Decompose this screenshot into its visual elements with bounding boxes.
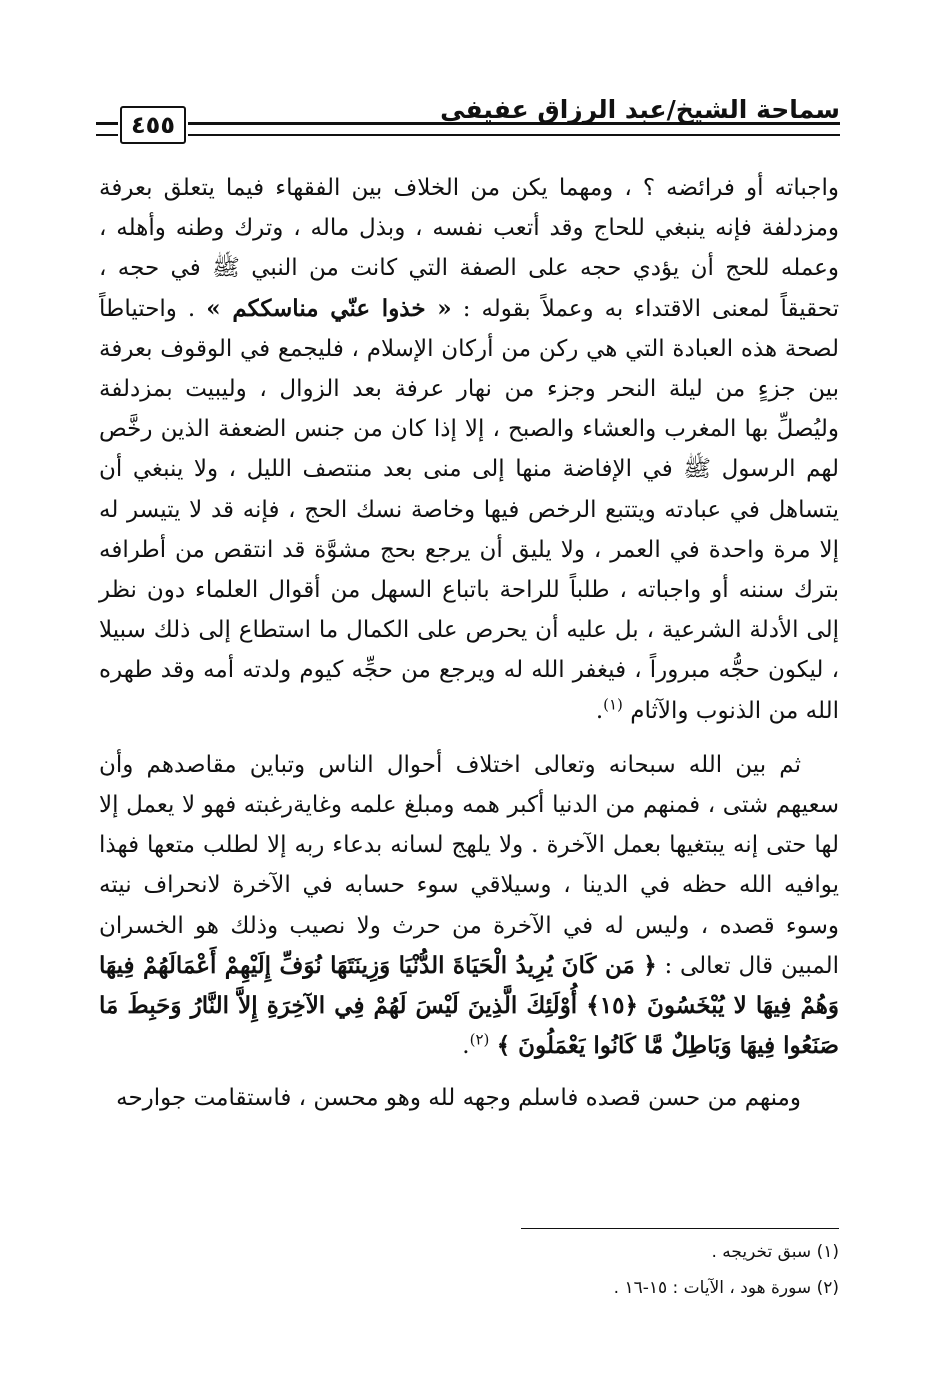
footnote-ref-1[interactable]: (١)	[603, 694, 623, 713]
quran-verse: ﴿ مَن كَانَ يُرِيدُ الْحَيَاةَ الدُّنْيَا وَزِينَتَهَا نُوَفِّ إِلَيْهِمْ أَعْمَالَهُمْ فِيهَا وَهُمْ فِيهَا لا يُبْخَسُونَ ﴿١٥﴾ أُوْلَئِكَ الَّذِينَ لَيْسَ لَهُمْ فِي الآخِرَةِ إِلاَّ النَّارُ وَحَبِطَ مَا صَنَعُوا فِيهَا وَبَاطِلٌ مَّا كَانُوا يَعْمَلُونَ ﴾	[99, 951, 839, 1060]
paragraph-1-end: .	[595, 697, 604, 724]
paragraph-1-text-b: . واحتياطاً لصحة هذه العبادة التي هي ركن من أركان الإسلام ، فليجمع في الوقوف بعرفة بين جزءٍ من ليلة النحر وجزء من نهار عرفة بعد الزوال ، وليبيت بمزدلفة وليُصلِّ بها المغرب والعشاء والصبح ، إلا إذا كان من جنس الضعفة الذين رخَّص لهم الرسول ﷺ في الإفاضة منها إلى منى بعد منتصف الليل ، ولا ينبغي أن يتساهل في عبادته ويتتبع الرخص فيها وخاصة نسك الحج ، فإنه قد لا يتيسر له إلا مرة واحدة في العمر ، ولا يليق أن يرجع بحج مشوَّة قد انتقص من أطرافه بترك سننه أو واجباته ، طلباً للراحة باتباع السهل من أقوال العلماء دون نظر إلى الأدلة الشرعية ، بل عليه أن يحرص على الكمال ما استطاع إلى ذلك سبيلا ، ليكون حجُّه مبروراً ، فيغفر الله له ويرجع من حجِّه كيوم ولدته أمه وقد طهره الله من الذنوب والآثام	[99, 295, 839, 724]
paragraph-2	[99, 745, 839, 1067]
header-rule	[188, 122, 840, 136]
paragraph-2-text: ثم بين الله سبحانه وتعالى اختلاف أحوال الناس وتباين مقاصدهم وأن سعيهم شتى ، فمنهم من الدنيا أكبر همه ومبلغ علمه وغايةرغبته فهو لا يعمل إلا لها حتى إنه يبتغيها بعمل الآخرة . ولا يلهج لسانه بدعاء ربه إلا لطلب متعها فهذا يوافيه الله حظه في الدينا ، وسيلاقي سوء حسابه في الآخرة لانحراف نيته وسوء قصده ، وليس له في الآخرة من حرث ولا نصيب وذلك هو الخسران المبين قال تعالى :	[99, 751, 839, 979]
footnote-separator	[521, 1228, 839, 1229]
header-rule-left	[96, 122, 118, 136]
paragraph-1-text-a: واجباته أو فرائضه ؟ ، ومهما يكن من الخلاف بين الفقهاء فيما يتعلق بعرفة ومزدلفة فإنه ينبغي للحاج وقد أتعب نفسه ، وبذل ماله ، وترك وطنه وأهله ، وعمله للحج أن يؤدي حجه على الصفة التي كانت من النبي ﷺ في حجه ، تحقيقاً لمعنى الاقتداء به وعملاً بقوله :	[99, 175, 840, 322]
paragraph-3: ومنهم من حسن قصده فاسلم وجهه لله وهو محسن ، فاستقامت جوارحه	[116, 1085, 801, 1112]
footnotes	[99, 1236, 839, 1308]
running-header	[96, 92, 840, 142]
paragraph-2-end: .	[462, 1033, 470, 1060]
body-text	[99, 168, 839, 1119]
footnote-1: (١) سبق تخريجه .	[711, 1242, 839, 1262]
footnote-ref-2[interactable]: (٢)	[469, 1030, 490, 1049]
page-number: ٤٥٥	[120, 106, 186, 144]
paragraph-1	[99, 168, 839, 731]
header-title: سماحة الشيخ/عبد الرزاق عفيفي	[440, 95, 840, 124]
footnote-2: (٢) سورة هود ، الآيات : ١٥-١٦ .	[613, 1278, 839, 1298]
hadith-quote: « خذوا عنّي مناسككم »	[206, 294, 452, 322]
